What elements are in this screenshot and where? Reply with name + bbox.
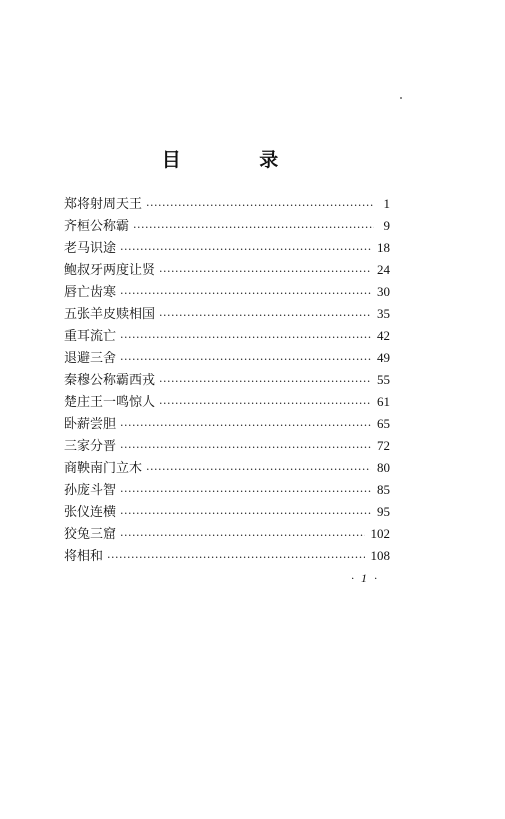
dot-leader	[120, 434, 371, 456]
page-number: · 1 ·	[351, 571, 379, 585]
toc-entry-page: 42	[377, 328, 390, 343]
toc-entry-title: 商鞅南门立木	[64, 461, 143, 476]
toc-entry-title: 齐桓公称霸	[64, 219, 130, 234]
toc-entry-title: 狡兔三窟	[64, 527, 117, 542]
toc-entry[interactable]	[64, 479, 390, 501]
toc-entry[interactable]	[64, 259, 390, 281]
toc-entry[interactable]	[64, 347, 390, 369]
dot-leader	[107, 544, 364, 566]
toc-entry[interactable]	[64, 281, 390, 303]
toc-entry[interactable]	[64, 457, 390, 479]
toc-entry-page: 85	[377, 482, 390, 497]
dot-leader	[146, 192, 374, 214]
toc-entry-page: 55	[377, 372, 390, 387]
toc-entry-page: 80	[377, 460, 390, 475]
toc-entry[interactable]	[64, 435, 390, 457]
toc-entry[interactable]	[64, 413, 390, 435]
toc-entry-page: 24	[377, 262, 390, 277]
dot-leader	[120, 412, 371, 434]
toc-entry-page: 102	[370, 526, 390, 541]
toc-entry-title: 鲍叔牙两度让贤	[64, 263, 156, 278]
toc-entry[interactable]	[64, 369, 390, 391]
toc-entry-title: 唇亡齿寒	[64, 285, 117, 300]
dot-leader	[133, 214, 374, 236]
toc-entry[interactable]	[64, 545, 390, 567]
toc-entry-title: 老马识途	[64, 241, 117, 256]
toc-entry-page: 72	[377, 438, 390, 453]
toc-entry-page: 95	[377, 504, 390, 519]
toc-entry[interactable]	[64, 523, 390, 545]
toc-entry-title: 将相和	[64, 549, 104, 564]
scan-speck	[400, 97, 402, 99]
toc-entry-title: 张仪连横	[64, 505, 117, 520]
table-of-contents	[64, 193, 390, 567]
toc-entry-page: 1	[383, 196, 390, 211]
dot-leader	[120, 500, 371, 522]
toc-entry-page: 65	[377, 416, 390, 431]
toc-entry[interactable]	[64, 237, 390, 259]
toc-entry-title: 秦穆公称霸西戎	[64, 373, 156, 388]
page-title: 目 录	[161, 149, 315, 171]
toc-entry-page: 49	[377, 350, 390, 365]
toc-entry-page: 9	[383, 218, 390, 233]
toc-entry-page: 61	[377, 394, 390, 409]
toc-entry-page: 30	[377, 284, 390, 299]
toc-entry[interactable]	[64, 215, 390, 237]
dot-leader	[120, 522, 364, 544]
dot-leader	[120, 324, 371, 346]
dot-leader	[120, 236, 371, 258]
dot-leader	[120, 478, 371, 500]
toc-entry[interactable]	[64, 325, 390, 347]
toc-entry-title: 楚庄王一鸣惊人	[64, 395, 156, 410]
dot-leader	[159, 302, 371, 324]
dot-leader	[146, 456, 371, 478]
toc-entry[interactable]	[64, 303, 390, 325]
toc-entry[interactable]	[64, 391, 390, 413]
toc-entry-page: 18	[377, 240, 390, 255]
toc-entry-title: 三家分晋	[64, 439, 117, 454]
dot-leader	[159, 368, 371, 390]
toc-entry-page: 108	[370, 548, 390, 563]
toc-entry-title: 孙庞斗智	[64, 483, 117, 498]
toc-entry[interactable]	[64, 193, 390, 215]
toc-entry-page: 35	[377, 306, 390, 321]
dot-leader	[120, 346, 371, 368]
dot-leader	[120, 280, 371, 302]
toc-entry[interactable]	[64, 501, 390, 523]
dot-leader	[159, 258, 371, 280]
toc-entry-title: 退避三舍	[64, 351, 117, 366]
toc-entry-title: 卧薪尝胆	[64, 417, 117, 432]
toc-entry-title: 重耳流亡	[64, 329, 117, 344]
toc-entry-title: 郑将射周天王	[64, 197, 143, 212]
toc-entry-title: 五张羊皮赎相国	[64, 307, 156, 322]
dot-leader	[159, 390, 371, 412]
